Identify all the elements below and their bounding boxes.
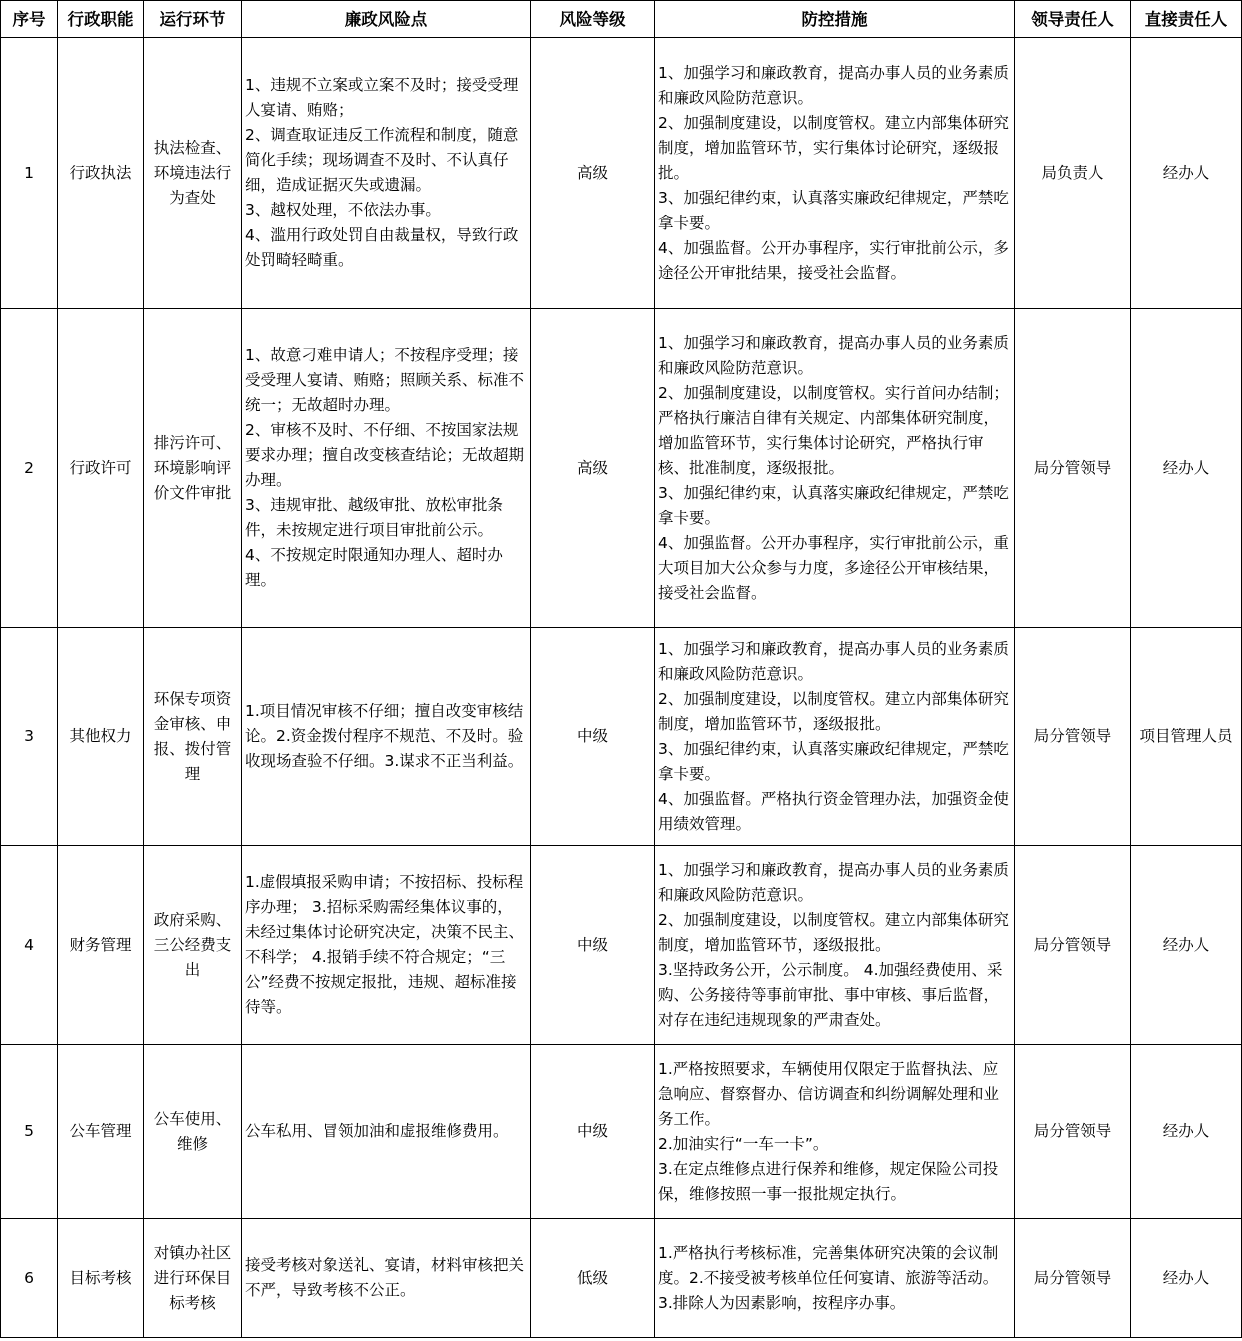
header-function: 行政职能 xyxy=(58,1,144,38)
measure-item: 4、加强监督。严格执行资金管理办法，加强资金使用绩效管理。 xyxy=(658,789,1009,833)
measure-item: 1、加强学习和廉政教育，提高办事人员的业务素质和廉政风险防范意识。 xyxy=(658,333,1009,377)
row-no: 1 xyxy=(1,38,58,309)
row-leader: 局分管领导 xyxy=(1015,628,1131,846)
risk-item: 1、故意刁难申请人；不按程序受理；接受受理人宴请、贿赂；照顾关系、标准不统一；无故超时办理。 xyxy=(245,346,525,414)
row-direct: 项目管理人员 xyxy=(1131,628,1242,846)
measure-item: 1.严格执行考核标准，完善集体研究决策的会议制度。2.不接受被考核单位任何宴请、旅游等活动。 xyxy=(658,1243,999,1287)
measure-item: 1、加强学习和廉政教育，提高办事人员的业务素质和廉政风险防范意识。 xyxy=(658,860,1009,904)
risk-item: 1.虚假填报采购申请；不按招标、投标程序办理； 3.招标采购需经集体议事的，未经过集体讨论研究决定，决策不民主、不科学； 4.报销手续不符合规定；“三公”经费不按规定报批，违规、超标准接待等。 xyxy=(245,873,525,1016)
row-no: 4 xyxy=(1,846,58,1045)
row-stage: 环保专项资金审核、申报、拨付管理 xyxy=(144,628,242,846)
row-function: 其他权力 xyxy=(58,628,144,846)
row-leader: 局负责人 xyxy=(1015,38,1131,309)
row-direct: 经办人 xyxy=(1131,1219,1242,1338)
row-measures xyxy=(655,846,1015,1045)
risk-item: 3、越权处理，不依法办事。 xyxy=(245,201,441,219)
table-row xyxy=(1,628,1242,846)
row-leader: 局分管领导 xyxy=(1015,309,1131,628)
row-level: 高级 xyxy=(531,309,655,628)
row-no: 3 xyxy=(1,628,58,846)
measure-item: 3、加强纪律约束，认真落实廉政纪律规定，严禁吃拿卡要。 xyxy=(658,188,1009,232)
risk-item: 2、审核不及时、不仔细、不按国家法规要求办理；擅自改变核查结论；无故超期办理。 xyxy=(245,421,525,489)
risk-item: 接受考核对象送礼、宴请，材料审核把关不严，导致考核不公正。 xyxy=(245,1256,525,1299)
measure-item: 3、加强纪律约束，认真落实廉政纪律规定，严禁吃拿卡要。 xyxy=(658,483,1009,527)
header-leader: 领导责任人 xyxy=(1015,1,1131,38)
row-stage: 公车使用、维修 xyxy=(144,1045,242,1219)
risk-item: 4、不按规定时限通知办理人、超时办理。 xyxy=(245,546,503,589)
row-risks xyxy=(242,1219,531,1338)
row-level: 低级 xyxy=(531,1219,655,1338)
header-direct: 直接责任人 xyxy=(1131,1,1242,38)
row-direct: 经办人 xyxy=(1131,309,1242,628)
row-risks xyxy=(242,1045,531,1219)
row-stage: 对镇办社区进行环保目标考核 xyxy=(144,1219,242,1338)
row-no: 5 xyxy=(1,1045,58,1219)
row-stage: 执法检查、环境违法行为查处 xyxy=(144,38,242,309)
row-level: 中级 xyxy=(531,628,655,846)
row-direct: 经办人 xyxy=(1131,846,1242,1045)
row-measures xyxy=(655,628,1015,846)
header-level: 风险等级 xyxy=(531,1,655,38)
measure-item: 3.排除人为因素影响，按程序办事。 xyxy=(658,1293,906,1312)
row-stage: 排污许可、环境影响评价文件审批 xyxy=(144,309,242,628)
table-row xyxy=(1,1045,1242,1219)
row-risks xyxy=(242,628,531,846)
risk-item: 公车私用、冒领加油和虚报维修费用。 xyxy=(245,1122,509,1140)
row-level: 高级 xyxy=(531,38,655,309)
header-no: 序号 xyxy=(1,1,58,38)
row-function: 行政执法 xyxy=(58,38,144,309)
row-level: 中级 xyxy=(531,846,655,1045)
header-stage: 运行环节 xyxy=(144,1,242,38)
risk-item: 3、违规审批、越级审批、放松审批条件，未按规定进行项目审批前公示。 xyxy=(245,496,503,539)
table-row xyxy=(1,1219,1242,1338)
measure-item: 2、加强制度建设，以制度管权。建立内部集体研究制度，增加监管环节，实行集体讨论研究，逐级报批。 xyxy=(658,113,1009,182)
row-risks xyxy=(242,38,531,309)
row-risks xyxy=(242,309,531,628)
table-row xyxy=(1,846,1242,1045)
row-leader: 局分管领导 xyxy=(1015,1219,1131,1338)
row-direct: 经办人 xyxy=(1131,38,1242,309)
risk-item: 4、滥用行政处罚自由裁量权，导致行政处罚畸轻畸重。 xyxy=(245,226,519,269)
row-measures xyxy=(655,38,1015,309)
measure-item: 1、加强学习和廉政教育，提高办事人员的业务素质和廉政风险防范意识。 xyxy=(658,63,1009,107)
risk-item: 1.项目情况审核不仔细；擅自改变审核结论。2.资金拨付程序不规范、不及时。验收现场查验不仔细。3.谋求不正当利益。 xyxy=(245,702,524,770)
measure-item: 2、加强制度建设，以制度管权。建立内部集体研究制度，增加监管环节，逐级报批。 xyxy=(658,689,1009,733)
table-row xyxy=(1,309,1242,628)
header-measures: 防控措施 xyxy=(655,1,1015,38)
measure-item: 2.加油实行“一车一卡”。 xyxy=(658,1134,829,1153)
row-stage: 政府采购、三公经费支出 xyxy=(144,846,242,1045)
measure-item: 3.坚持政务公开，公示制度。 4.加强经费使用、采购、公务接待等事前审批、事中审核、事后监督，对存在违纪违规现象的严肃查处。 xyxy=(658,960,1003,1029)
measure-item: 4、加强监督。公开办事程序，实行审批前公示，多途径公开审批结果，接受社会监督。 xyxy=(658,238,1009,282)
row-function: 财务管理 xyxy=(58,846,144,1045)
row-leader: 局分管领导 xyxy=(1015,1045,1131,1219)
measure-item: 1、加强学习和廉政教育，提高办事人员的业务素质和廉政风险防范意识。 xyxy=(658,639,1009,683)
row-risks xyxy=(242,846,531,1045)
row-direct: 经办人 xyxy=(1131,1045,1242,1219)
row-measures xyxy=(655,309,1015,628)
row-leader: 局分管领导 xyxy=(1015,846,1131,1045)
measure-item: 3.在定点维修点进行保养和维修，规定保险公司投保，维修按照一事一报批规定执行。 xyxy=(658,1159,999,1203)
header-risks: 廉政风险点 xyxy=(242,1,531,38)
risk-item: 1、违规不立案或立案不及时；接受受理人宴请、贿赂； xyxy=(245,76,519,119)
row-function: 公车管理 xyxy=(58,1045,144,1219)
row-level: 中级 xyxy=(531,1045,655,1219)
measure-item: 3、加强纪律约束，认真落实廉政纪律规定，严禁吃拿卡要。 xyxy=(658,739,1009,783)
row-function: 行政许可 xyxy=(58,309,144,628)
row-measures xyxy=(655,1219,1015,1338)
row-measures xyxy=(655,1045,1015,1219)
header-row xyxy=(1,1,1242,38)
row-no: 6 xyxy=(1,1219,58,1338)
row-no: 2 xyxy=(1,309,58,628)
measure-item: 4、加强监督。公开办事程序，实行审批前公示，重大项目加大公众参与力度，多途径公开审核结果，接受社会监督。 xyxy=(658,533,1009,602)
risk-item: 2、调查取证违反工作流程和制度，随意简化手续；现场调查不及时、不认真仔细，造成证据灭失或遗漏。 xyxy=(245,126,519,194)
measure-item: 2、加强制度建设，以制度管权。实行首问办结制；严格执行廉洁自律有关规定、内部集体研究制度，增加监管环节，实行集体讨论研究，严格执行审核、批准制度，逐级报批。 xyxy=(658,383,1009,477)
row-function: 目标考核 xyxy=(58,1219,144,1338)
measure-item: 2、加强制度建设，以制度管权。建立内部集体研究制度，增加监管环节，逐级报批。 xyxy=(658,910,1009,954)
measure-item: 1.严格按照要求，车辆使用仅限定于监督执法、应急响应、督察督办、信访调查和纠纷调解处理和业务工作。 xyxy=(658,1059,1000,1128)
table-row xyxy=(1,38,1242,309)
